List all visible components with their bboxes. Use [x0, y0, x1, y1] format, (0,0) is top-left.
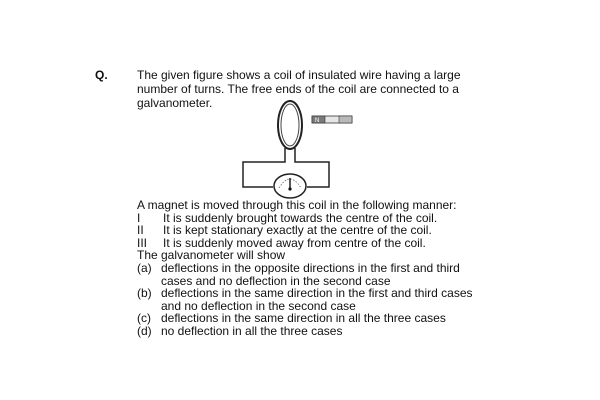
coil-loop [278, 101, 302, 149]
case-text: It is suddenly moved away from centre of the coil. [163, 235, 426, 250]
galvanometer-pivot [288, 187, 291, 190]
lead-text: The galvanometer will show [137, 248, 286, 263]
stem-line: galvanometer. [137, 96, 213, 110]
case-label: II [137, 223, 144, 238]
option-d[interactable] [137, 325, 517, 338]
bar-magnet-s-pole [339, 116, 352, 123]
option-b[interactable] [137, 287, 517, 300]
intro-text: A magnet is moved through this coil in the following manner: [137, 198, 457, 212]
option-text: deflections in the same direction in all the three cases [161, 311, 446, 326]
option-label: (d) [137, 323, 152, 338]
case-text: It is suddenly brought towards the centre of the coil. [163, 210, 438, 225]
option-label: (c) [137, 311, 151, 326]
option-text: deflections in the same direction in the first and third cases [161, 286, 473, 301]
option-text: no deflection in all the three cases [161, 323, 343, 338]
option-label: (b) [137, 286, 152, 301]
case-text: It is kept stationary exactly at the centre of the coil. [163, 223, 432, 238]
question-label: Q. [95, 68, 108, 82]
magnet-n-label: N [315, 118, 320, 124]
option-text: deflections in the opposite directions in the first and third [161, 260, 460, 275]
coil-figure [235, 100, 365, 200]
option-a[interactable] [137, 262, 517, 275]
option-text: and no deflection in the second case [161, 298, 356, 313]
question-body [137, 199, 517, 338]
coil-loop-inner [281, 104, 299, 146]
case-label: I [137, 210, 141, 225]
option-text: cases and no deflection in the second case [161, 273, 391, 288]
stem-line: number of turns. The free ends of the coil are connected to a [137, 82, 459, 96]
stem-line: The given figure shows a coil of insulated wire having a large [137, 68, 461, 82]
option-label: (a) [137, 260, 152, 275]
coil-diagram [235, 100, 365, 200]
case-item [137, 224, 517, 237]
case-label: III [137, 235, 148, 250]
